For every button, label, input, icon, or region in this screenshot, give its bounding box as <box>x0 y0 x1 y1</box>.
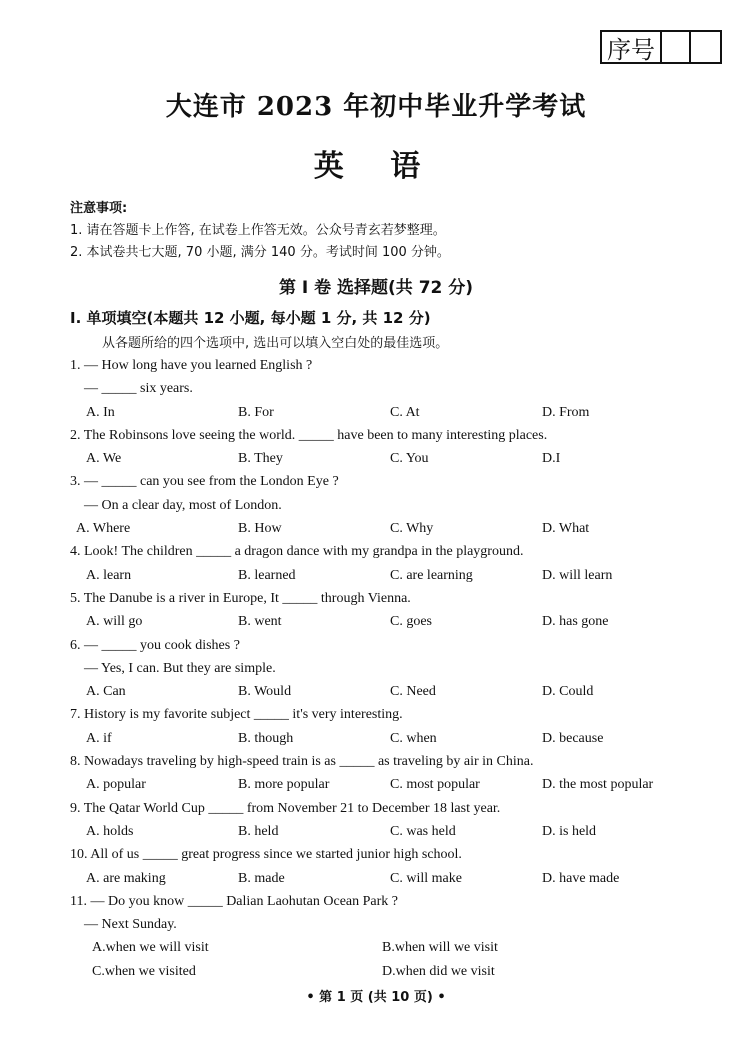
sequence-label: 序号 <box>602 32 662 62</box>
question-stem: 5. The Danube is a river in Europe, It _____ through Vienna. <box>70 590 411 606</box>
option-row <box>70 727 710 750</box>
option: B. learned <box>238 567 296 583</box>
option: D. will learn <box>542 567 613 583</box>
option: A. We <box>86 451 122 467</box>
option: D.I <box>542 451 561 467</box>
question-stem: 4. Look! The children _____ a dragon dance with my grandpa in the playground. <box>70 544 524 560</box>
option-row <box>70 936 710 959</box>
option-row <box>70 867 710 890</box>
notice-heading: 注意事项: <box>70 201 128 216</box>
sequence-cell <box>691 32 720 62</box>
option: A. are making <box>86 870 166 886</box>
option: A. learn <box>86 567 132 583</box>
page-footer: • 第 1 页 (共 10 页) • <box>306 990 446 1005</box>
option: C. You <box>390 451 429 467</box>
option: C. most popular <box>390 777 480 793</box>
option: C. Why <box>390 521 434 537</box>
option: C. goes <box>390 614 432 630</box>
option: A. Can <box>86 684 126 700</box>
option: D. Could <box>542 684 594 700</box>
question-stem: — Yes, I can. But they are simple. <box>84 660 276 676</box>
option: C. At <box>390 404 420 420</box>
option: B. How <box>238 521 282 537</box>
notice-block <box>70 198 450 264</box>
option: D. the most popular <box>542 777 654 793</box>
option: B. though <box>238 730 294 746</box>
question-list <box>70 354 710 983</box>
question-stem: 3. — _____ can you see from the London Eye ? <box>70 474 339 490</box>
option: D.when did we visit <box>382 963 495 979</box>
option: D. have made <box>542 870 620 886</box>
question-stem: 9. The Qatar World Cup _____ from November 21 to December 18 last year. <box>70 800 501 816</box>
option: A.when we will visit <box>92 940 209 956</box>
option: A. holds <box>86 823 134 839</box>
option: D. is held <box>542 823 597 839</box>
question-stem: — On a clear day, most of London. <box>84 497 282 513</box>
option-row <box>70 447 710 470</box>
option: B.when will we visit <box>382 940 498 956</box>
option-row <box>70 610 710 633</box>
notice-item: 2. 本试卷共七大题, 70 小题, 满分 140 分。考试时间 100 分钟。 <box>70 245 450 260</box>
option: B. They <box>238 451 283 467</box>
sequence-number-box <box>600 30 722 64</box>
option: B. held <box>238 823 279 839</box>
question-stem: 7. History is my favorite subject _____ it's very interesting. <box>70 707 403 723</box>
question-stem: 8. Nowadays traveling by high-speed train is as _____ as traveling by air in China. <box>70 754 534 770</box>
option: C. when <box>390 730 437 746</box>
question-stem: 11. — Do you know _____ Dalian Laohutan Ocean Park ? <box>70 893 399 909</box>
question-stem: 6. — _____ you cook dishes ? <box>70 637 240 653</box>
option-row <box>70 773 710 796</box>
option: A. Where <box>76 521 131 537</box>
question-stem: 1. — How long have you learned English ? <box>70 358 313 373</box>
option-row <box>70 564 710 587</box>
option: B. For <box>238 404 274 420</box>
option-row <box>70 401 710 424</box>
option-row <box>70 820 710 843</box>
option: A. popular <box>86 777 146 793</box>
option: B. Would <box>238 684 292 700</box>
notice-item: 1. 请在答题卡上作答, 在试卷上作答无效。公众号青玄若梦整理。 <box>70 223 446 238</box>
option: A. if <box>86 730 112 746</box>
option: D. From <box>542 404 590 420</box>
part-title: 第 I 卷 选择题(共 72 分) <box>278 278 474 298</box>
option: A. In <box>86 404 115 420</box>
question-stem: — Next Sunday. <box>84 917 177 933</box>
option: D. has gone <box>542 614 609 630</box>
option: A. will go <box>86 614 143 630</box>
option-row <box>70 680 710 703</box>
option: C. will make <box>390 870 462 886</box>
option: D. What <box>542 521 590 537</box>
option: B. made <box>238 870 285 886</box>
option: C. are learning <box>390 567 473 583</box>
option: C. Need <box>390 684 436 700</box>
question-stem: 2. The Robinsons love seeing the world. _____ have been to many interesting places. <box>70 427 548 443</box>
subject-title: 英 语 <box>313 149 439 184</box>
option: B. more popular <box>238 777 330 793</box>
exam-title: 大连市 2023 年初中毕业升学考试 <box>165 92 587 122</box>
option: C. was held <box>390 823 456 839</box>
option: B. went <box>238 614 282 630</box>
question-stem: 10. All of us _____ great progress since we started junior high school. <box>70 847 462 863</box>
option: D. because <box>542 730 604 746</box>
option-row <box>70 960 710 983</box>
sequence-cell <box>662 32 691 62</box>
section-instructions: 从各题所给的四个选项中, 选出可以填入空白处的最佳选项。 <box>102 336 449 351</box>
section-title: I. 单项填空(本题共 12 小题, 每小题 1 分, 共 12 分) <box>70 309 431 327</box>
question-stem: — _____ six years. <box>84 381 193 397</box>
option: C.when we visited <box>92 963 196 979</box>
option-row <box>70 517 710 540</box>
